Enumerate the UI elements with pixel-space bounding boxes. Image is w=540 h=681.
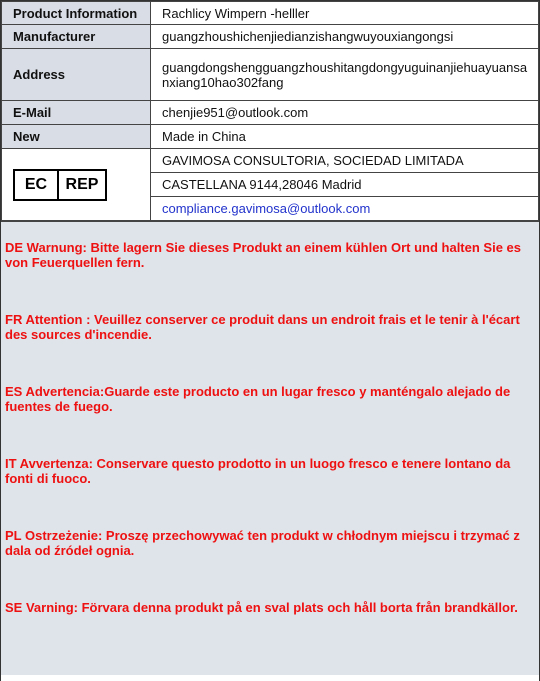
warning-it: IT Avvertenza: Conservare questo prodotto in un luogo fresco e tenere lontano da fonti di fuoco. [5,456,511,486]
row-new [2,125,539,149]
row-manufacturer [2,25,539,49]
ecrep-company: GAVIMOSA CONSULTORIA, SOCIEDAD LIMITADA [151,149,539,173]
warnings-section [1,221,539,675]
row-ecrep-company [2,149,539,173]
product-info-label: Product Information [2,2,151,25]
ec-text: EC [15,171,59,199]
email-label: E-Mail [2,101,151,125]
address-value: guangdongshengguangzhoushitangdongyuguinanjiehuayuansanxiang10hao302fang [151,49,539,101]
row-email [2,101,539,125]
email-value: chenjie951@outlook.com [151,101,539,125]
ecrep-address: CASTELLANA 9144,28046 Madrid [151,173,539,197]
ecrep-email-link[interactable]: compliance.gavimosa@outlook.com [151,197,539,221]
row-product-information [2,2,539,25]
address-label: Address [2,49,151,101]
product-info-table [1,1,539,221]
new-label: New [2,125,151,149]
ecrep-symbol-cell [2,149,151,221]
manufacturer-value: guangzhoushichenjiedianzishangwuyouxiangongsi [151,25,539,49]
warning-fr: FR Attention : Veuillez conserver ce produit dans un endroit frais et le tenir à l'écart des sources d'incendie. [5,312,520,342]
manufacturer-label: Manufacturer [2,25,151,49]
row-address [2,49,539,101]
warning-de: DE Warnung: Bitte lagern Sie dieses Produkt an einem kühlen Ort und halten Sie es von Feuerquellen fern. [5,240,522,270]
warning-es: ES Advertencia:Guarde este producto en un lugar fresco y manténgalo alejado de fuentes de fuego. [5,384,511,414]
warning-pl: PL Ostrzeżenie: Proszę przechowywać ten produkt w chłodnym miejscu i trzymać z dala od źródeł ognia. [5,528,520,558]
new-value: Made in China [151,125,539,149]
rep-text: REP [65,176,99,193]
product-info-value: Rachlicy Wimpern -helller [151,2,539,25]
ec-rep-icon [13,169,107,201]
warning-se: SE Varning: Förvara denna produkt på en sval plats och håll borta från brandkällor. [5,600,518,615]
